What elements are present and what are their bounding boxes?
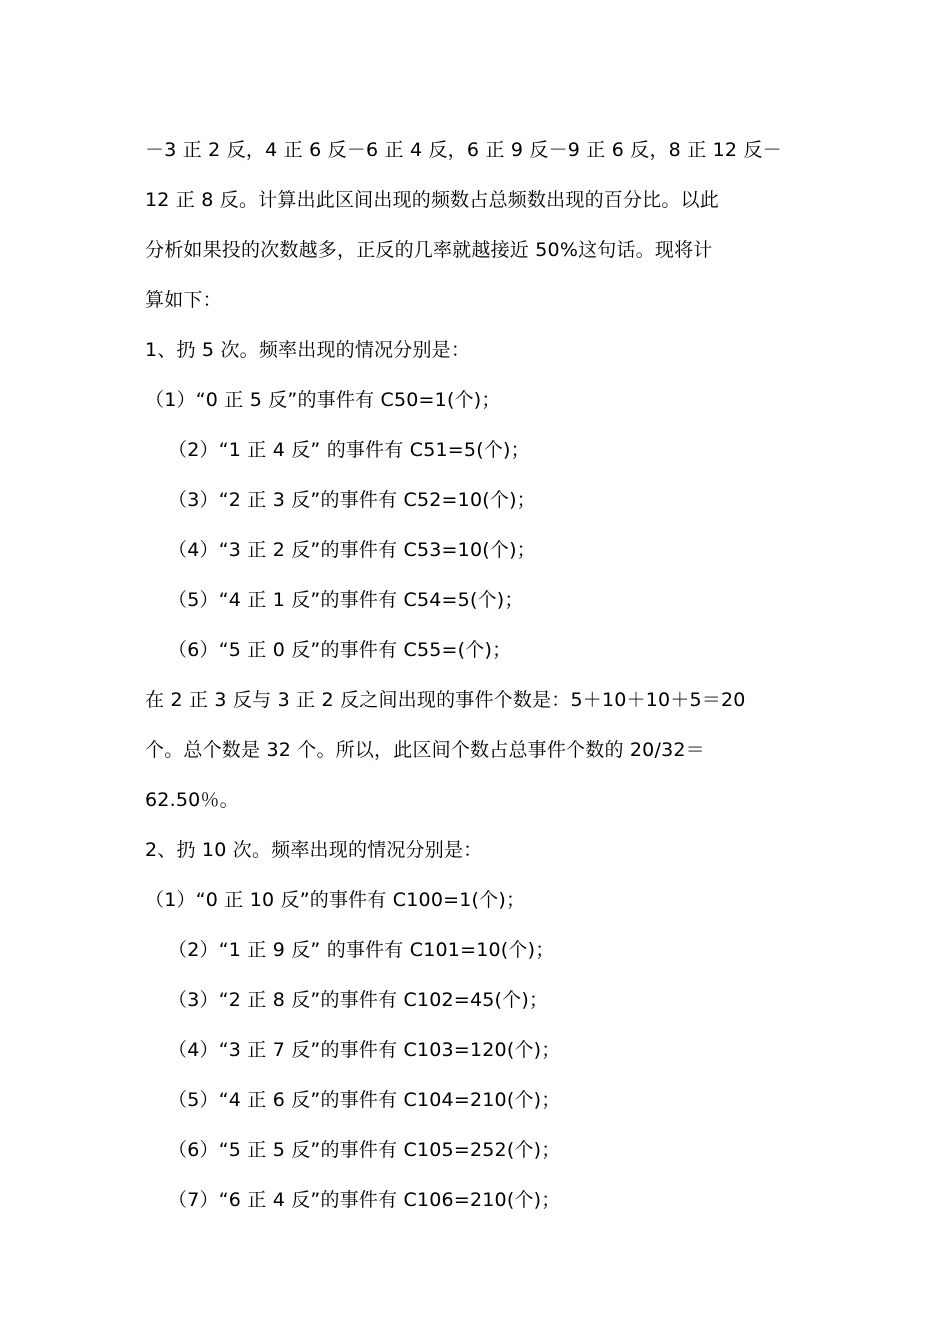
paragraph-line: －3 正 2 反，4 正 6 反－6 正 4 反，6 正 9 反－9 正 6 反，8 正 12 反－ <box>145 139 782 161</box>
list-item: （4）“3 正 2 反”的事件有 C53=10(个)； <box>168 539 536 561</box>
list-item: （6）“5 正 5 反”的事件有 C105=252(个)； <box>168 1139 561 1161</box>
list-item: （2）“1 正 9 反” 的事件有 C101=10(个)； <box>168 939 555 961</box>
list-item: （6）“5 正 0 反”的事件有 C55=(个)； <box>168 639 512 661</box>
paragraph-line: 12 正 8 反。计算出此区间出现的频数占总频数出现的百分比。以此 <box>145 189 719 211</box>
summary-line: 62.50％。 <box>145 789 239 811</box>
list-item: （1）“0 正 5 反”的事件有 C50=1(个)； <box>145 389 501 411</box>
list-item: （5）“4 正 6 反”的事件有 C104=210(个)； <box>168 1089 561 1111</box>
list-item: （5）“4 正 1 反”的事件有 C54=5(个)； <box>168 589 524 611</box>
list-item: （4）“3 正 7 反”的事件有 C103=120(个)； <box>168 1039 561 1061</box>
list-item: （3）“2 正 3 反”的事件有 C52=10(个)； <box>168 489 536 511</box>
list-item: （3）“2 正 8 反”的事件有 C102=45(个)； <box>168 989 549 1011</box>
list-item: （1）“0 正 10 反”的事件有 C100=1(个)； <box>145 889 526 911</box>
summary-line: 个。总个数是 32 个。所以，此区间个数占总事件个数的 20/32＝ <box>145 739 705 761</box>
section-heading: 2、扔 10 次。频率出现的情况分别是： <box>145 839 483 861</box>
summary-line: 在 2 正 3 反与 3 正 2 反之间出现的事件个数是：5＋10＋10＋5＝20 <box>145 689 746 711</box>
list-item: （2）“1 正 4 反” 的事件有 C51=5(个)； <box>168 439 530 461</box>
paragraph-line: 分析如果投的次数越多，正反的几率就越接近 50%这句话。现将计 <box>145 239 713 261</box>
paragraph-line: 算如下： <box>145 289 222 311</box>
list-item: （7）“6 正 4 反”的事件有 C106=210(个)； <box>168 1189 561 1211</box>
section-heading: 1、扔 5 次。频率出现的情况分别是： <box>145 339 471 361</box>
